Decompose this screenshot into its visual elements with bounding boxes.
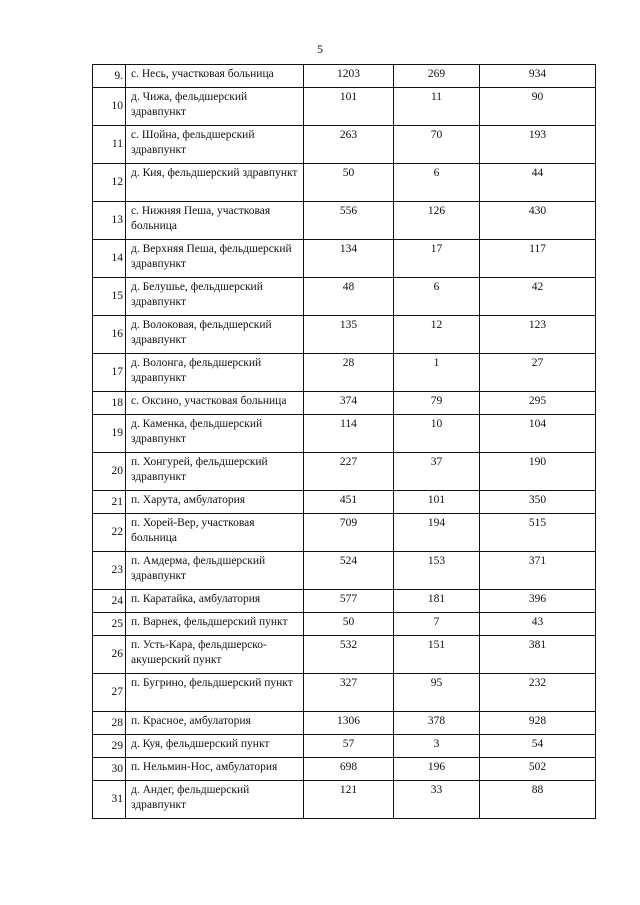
facility-name-cell: п. Каратайка, амбулатория — [126, 590, 304, 613]
table-row — [93, 202, 596, 240]
value-cell-2: 33 — [394, 781, 480, 819]
row-number-cell: 14 — [93, 240, 126, 278]
row-number-cell: 9. — [93, 65, 126, 88]
value-cell-1: 556 — [304, 202, 394, 240]
value-cell-2: 151 — [394, 636, 480, 674]
row-number-cell: 22 — [93, 514, 126, 552]
table-row — [93, 240, 596, 278]
value-cell-2: 10 — [394, 415, 480, 453]
table-row — [93, 453, 596, 491]
table-row — [93, 781, 596, 819]
value-cell-2: 378 — [394, 712, 480, 735]
row-number-cell: 28 — [93, 712, 126, 735]
value-cell-2: 269 — [394, 65, 480, 88]
value-cell-1: 101 — [304, 88, 394, 126]
value-cell-1: 50 — [304, 613, 394, 636]
table-row — [93, 514, 596, 552]
row-number-cell: 19 — [93, 415, 126, 453]
value-cell-2: 196 — [394, 758, 480, 781]
facility-name-cell: п. Усть-Кара, фельдшерско-акушерский пункт — [126, 636, 304, 674]
row-number-cell: 31 — [93, 781, 126, 819]
row-number-cell: 20 — [93, 453, 126, 491]
value-cell-2: 153 — [394, 552, 480, 590]
row-number-cell: 24 — [93, 590, 126, 613]
facility-name-cell: п. Харута, амбулатория — [126, 491, 304, 514]
row-number-cell: 23 — [93, 552, 126, 590]
value-cell-2: 17 — [394, 240, 480, 278]
facility-name-cell: п. Варнек, фельдшерский пункт — [126, 613, 304, 636]
value-cell-1: 121 — [304, 781, 394, 819]
value-cell-2: 11 — [394, 88, 480, 126]
table-row — [93, 164, 596, 202]
value-cell-2: 1 — [394, 354, 480, 392]
value-cell-2: 12 — [394, 316, 480, 354]
value-cell-1: 263 — [304, 126, 394, 164]
table-row — [93, 590, 596, 613]
value-cell-2: 6 — [394, 278, 480, 316]
facility-name-cell: д. Андег, фельдшерский здравпункт — [126, 781, 304, 819]
facility-name-cell: п. Красное, амбулатория — [126, 712, 304, 735]
value-cell-1: 135 — [304, 316, 394, 354]
table-row — [93, 674, 596, 712]
row-number-cell: 17 — [93, 354, 126, 392]
value-cell-3: 44 — [480, 164, 596, 202]
table-row — [93, 316, 596, 354]
page-number: 5 — [317, 42, 323, 56]
value-cell-3: 934 — [480, 65, 596, 88]
value-cell-3: 90 — [480, 88, 596, 126]
value-cell-1: 48 — [304, 278, 394, 316]
table-row — [93, 636, 596, 674]
facility-name-cell: п. Бугрино, фельдшерский пункт — [126, 674, 304, 712]
value-cell-3: 502 — [480, 758, 596, 781]
facility-name-cell: с. Шойна, фельдшерский здравпункт — [126, 126, 304, 164]
facility-name-cell: п. Хорей-Вер, участковая больница — [126, 514, 304, 552]
value-cell-1: 374 — [304, 392, 394, 415]
value-cell-3: 43 — [480, 613, 596, 636]
value-cell-3: 381 — [480, 636, 596, 674]
value-cell-3: 123 — [480, 316, 596, 354]
facility-name-cell: с. Несь, участковая больница — [126, 65, 304, 88]
table-row — [93, 392, 596, 415]
value-cell-3: 117 — [480, 240, 596, 278]
facility-name-cell: д. Куя, фельдшерский пункт — [126, 735, 304, 758]
value-cell-1: 134 — [304, 240, 394, 278]
table-row — [93, 758, 596, 781]
row-number-cell: 11 — [93, 126, 126, 164]
table-row — [93, 712, 596, 735]
table-row — [93, 126, 596, 164]
table-row — [93, 65, 596, 88]
value-cell-2: 101 — [394, 491, 480, 514]
facility-name-cell: п. Амдерма, фельдшерский здравпункт — [126, 552, 304, 590]
value-cell-1: 709 — [304, 514, 394, 552]
value-cell-3: 430 — [480, 202, 596, 240]
value-cell-3: 54 — [480, 735, 596, 758]
table-row — [93, 88, 596, 126]
value-cell-1: 50 — [304, 164, 394, 202]
value-cell-2: 95 — [394, 674, 480, 712]
value-cell-2: 37 — [394, 453, 480, 491]
row-number-cell: 12 — [93, 164, 126, 202]
table-row — [93, 491, 596, 514]
table-row — [93, 552, 596, 590]
value-cell-1: 532 — [304, 636, 394, 674]
value-cell-3: 350 — [480, 491, 596, 514]
value-cell-2: 181 — [394, 590, 480, 613]
value-cell-2: 3 — [394, 735, 480, 758]
value-cell-3: 928 — [480, 712, 596, 735]
value-cell-1: 1306 — [304, 712, 394, 735]
value-cell-3: 190 — [480, 453, 596, 491]
value-cell-3: 42 — [480, 278, 596, 316]
value-cell-3: 371 — [480, 552, 596, 590]
value-cell-1: 327 — [304, 674, 394, 712]
value-cell-2: 79 — [394, 392, 480, 415]
row-number-cell: 26 — [93, 636, 126, 674]
value-cell-1: 28 — [304, 354, 394, 392]
value-cell-2: 6 — [394, 164, 480, 202]
row-number-cell: 21 — [93, 491, 126, 514]
facility-name-cell: д. Кия, фельдшерский здравпункт — [126, 164, 304, 202]
value-cell-1: 114 — [304, 415, 394, 453]
value-cell-3: 104 — [480, 415, 596, 453]
table-row — [93, 415, 596, 453]
row-number-cell: 25 — [93, 613, 126, 636]
value-cell-1: 451 — [304, 491, 394, 514]
row-number-cell: 15 — [93, 278, 126, 316]
row-number-cell: 29 — [93, 735, 126, 758]
facility-name-cell: д. Каменка, фельдшерский здравпункт — [126, 415, 304, 453]
value-cell-2: 70 — [394, 126, 480, 164]
value-cell-3: 193 — [480, 126, 596, 164]
facility-name-cell: д. Верхняя Пеша, фельдшерский здравпункт — [126, 240, 304, 278]
facility-name-cell: п. Хонгурей, фельдшерский здравпункт — [126, 453, 304, 491]
table-row — [93, 613, 596, 636]
value-cell-2: 194 — [394, 514, 480, 552]
facility-name-cell: д. Волоковая, фельдшерский здравпункт — [126, 316, 304, 354]
value-cell-3: 396 — [480, 590, 596, 613]
value-cell-3: 27 — [480, 354, 596, 392]
value-cell-3: 295 — [480, 392, 596, 415]
row-number-cell: 16 — [93, 316, 126, 354]
value-cell-2: 7 — [394, 613, 480, 636]
value-cell-3: 232 — [480, 674, 596, 712]
value-cell-1: 577 — [304, 590, 394, 613]
facilities-table — [92, 64, 596, 819]
row-number-cell: 27 — [93, 674, 126, 712]
table-row — [93, 735, 596, 758]
facility-name-cell: с. Оксино, участковая больница — [126, 392, 304, 415]
value-cell-2: 126 — [394, 202, 480, 240]
facility-name-cell: п. Нельмин-Нос, амбулатория — [126, 758, 304, 781]
row-number-cell: 30 — [93, 758, 126, 781]
facility-name-cell: д. Белушье, фельдшерский здравпункт — [126, 278, 304, 316]
value-cell-1: 1203 — [304, 65, 394, 88]
facility-name-cell: с. Нижняя Пеша, участковая больница — [126, 202, 304, 240]
value-cell-1: 524 — [304, 552, 394, 590]
value-cell-1: 698 — [304, 758, 394, 781]
value-cell-1: 227 — [304, 453, 394, 491]
table-body — [93, 65, 596, 819]
facility-name-cell: д. Волонга, фельдшерский здравпункт — [126, 354, 304, 392]
row-number-cell: 18 — [93, 392, 126, 415]
row-number-cell: 13 — [93, 202, 126, 240]
row-number-cell: 10 — [93, 88, 126, 126]
facility-name-cell: д. Чижа, фельдшерский здравпункт — [126, 88, 304, 126]
value-cell-1: 57 — [304, 735, 394, 758]
value-cell-3: 88 — [480, 781, 596, 819]
table-row — [93, 354, 596, 392]
table-row — [93, 278, 596, 316]
value-cell-3: 515 — [480, 514, 596, 552]
